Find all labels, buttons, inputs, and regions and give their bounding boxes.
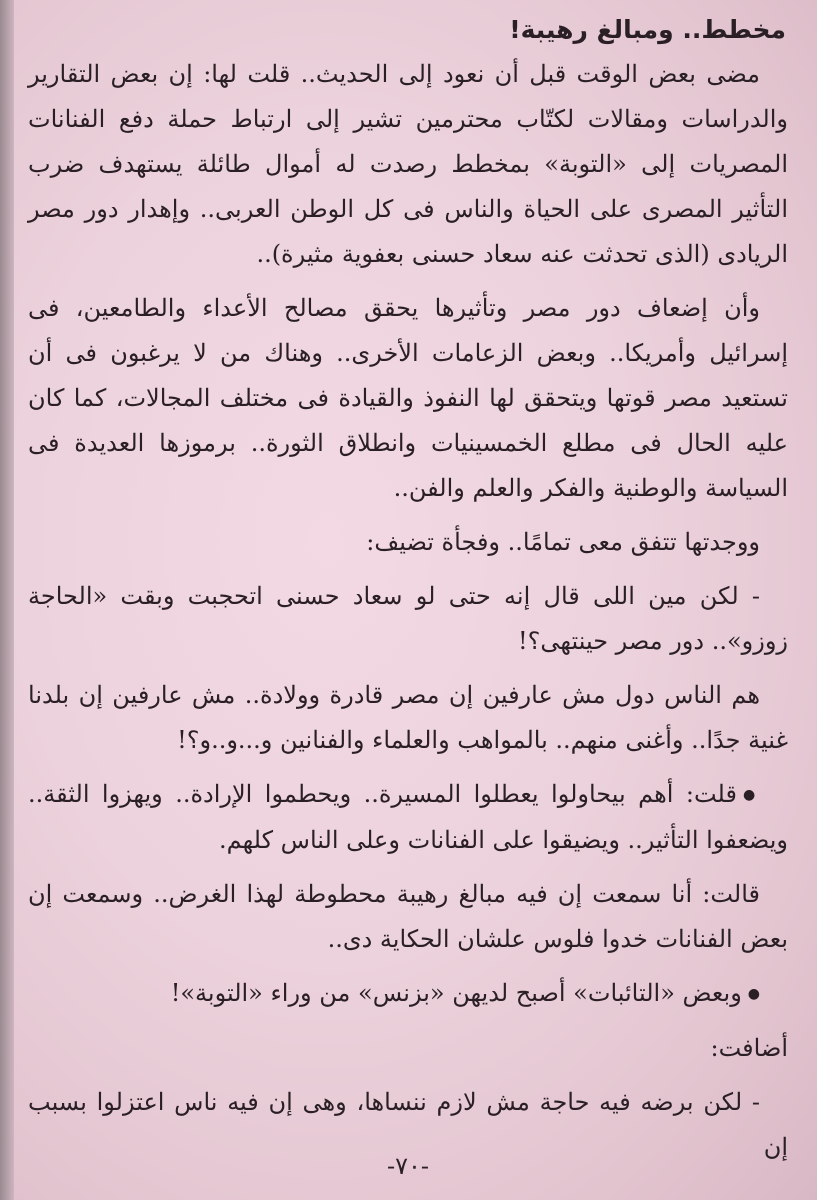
paragraph-1: مضى بعض الوقت قبل أن نعود إلى الحديث.. قلت لها: إن بعض التقارير والدراسات ومقالات لكتّاب محترمين تشير إلى ارتباط حملة دفع الفنانات المصريات إلى «التوبة» بمخطط رصدت له أموال طائلة يستهدف ضرب التأثير المصرى على الحياة والناس فى كل الوطن العربى.. وإهدار دور مصر الريادى (الذى تحدثت عنه سعاد حسنى بعفوية مثيرة).. xyxy=(28,60,788,268)
paragraph-2: وأن إضعاف دور مصر وتأثيرها يحقق مصالح الأعداء والطامعين، فى إسرائيل وأمريكا.. وبعض الزعامات الأخرى.. وهناك من لا يرغبون فى أن تستعيد مصر قوتها ويتحقق لها النفوذ والقيادة فى مختلف المجالات، كما كان عليه الحال فى مطلع الخمسينيات وانطلاق الثورة.. برموزها العديدة فى السياسة والوطنية والفكر والعلم والفن.. xyxy=(28,294,788,502)
page-number: -٧٠- xyxy=(387,1152,429,1180)
book-page xyxy=(28,8,788,1188)
section-heading: مخطط.. ومبالغ رهيبة! xyxy=(509,15,786,44)
paragraph-4: - لكن مين اللى قال إنه حتى لو سعاد حسنى اتحجبت وبقت «الحاجة زوزو».. دور مصر حينتهى؟! xyxy=(28,582,788,655)
paragraph-8-bullet: ● وبعض «التائبات» أصبح لديهن «بزنس» من وراء «التوبة»! xyxy=(28,971,788,1017)
paragraph-5: هم الناس دول مش عارفين إن مصر قادرة وولادة.. مش عارفين إن بلدنا غنية جدًا.. وأغنى منهم.. بالمواهب والعلماء والفنانين و...و..و؟! xyxy=(28,681,788,754)
paragraph-10: - لكن برضه فيه حاجة مش لازم ننساها، وهى إن فيه ناس اعتزلوا بسبب إن xyxy=(28,1088,788,1161)
paragraph-7: قالت: أنا سمعت إن فيه مبالغ رهيبة محطوطة لهذا الغرض.. وسمعت إن بعض الفنانات خدوا فلوس علشان الحكاية دى.. xyxy=(28,880,788,953)
paragraph-6-bullet: ● قلت: أهم بيحاولوا يعطلوا المسيرة.. ويحطموا الإرادة.. ويهزوا الثقة.. ويضعفوا التأثير.. ويضيقوا على الفنانات وعلى الناس كلهم. xyxy=(28,772,788,863)
paragraph-9: أضافت: xyxy=(710,1034,788,1062)
paragraph-3: ووجدتها تتفق معى تمامًا.. وفجأة تضيف: xyxy=(366,528,760,556)
book-spine-shadow xyxy=(0,0,14,1200)
